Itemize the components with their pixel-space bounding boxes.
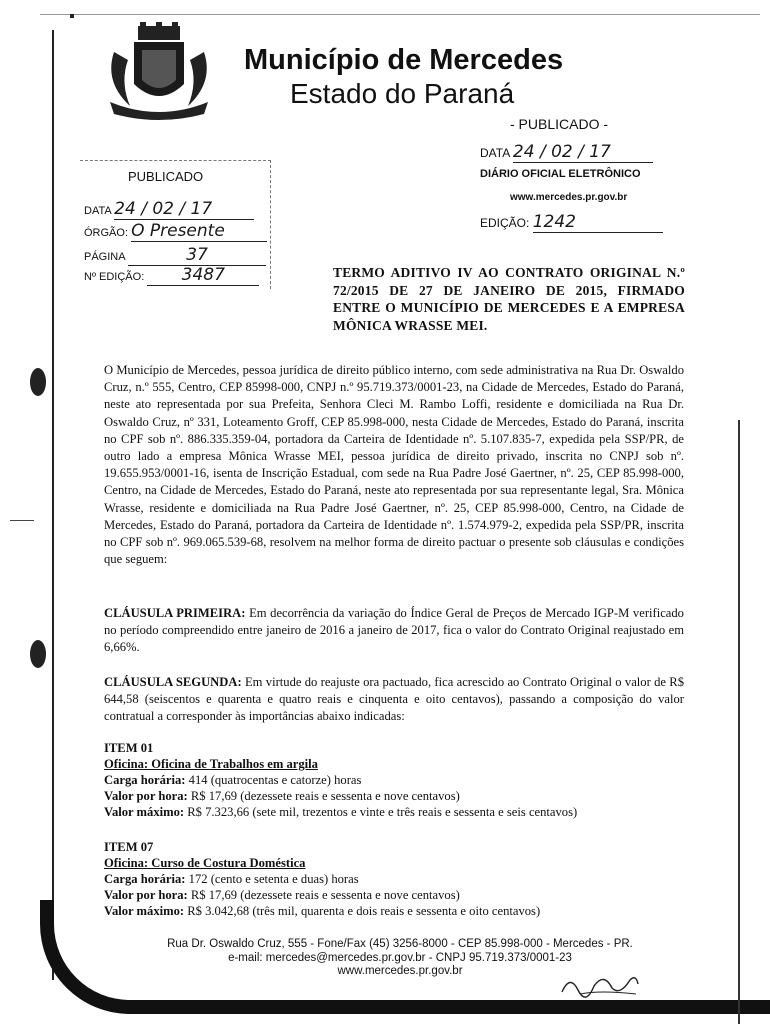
- stamp-published-label: - PUBLICADO -: [510, 116, 609, 132]
- clause-second-text: Em virtude do reajuste ora pactuado, fica acrescido ao Contrato Original o valor de R$ 644,58 (seiscentos e quarenta e quatro reais e cinquenta e oito centavos), passando a composição do valor contratual a corresponder às importâncias abaixo indicadas:: [104, 675, 684, 724]
- stamp-left-pagina-label: PÁGINA: [84, 251, 125, 263]
- clause-first-text: Em decorrência da variação do Índice Geral de Preços de Mercado IGP-M verificado no período compreendido entre janeiro de 2016 a janeiro de 2017, fica o valor do Contrato Original reajustado em 6,66%.: [104, 606, 684, 655]
- item-carga: 172 (cento e setenta e duas) horas: [188, 872, 359, 886]
- item-carga-label: Carga horária:: [104, 773, 186, 787]
- footer-contact: e-mail: mercedes@mercedes.pr.gov.br - CNPJ 95.719.373/0001-23: [228, 951, 572, 964]
- stamp-edicao-value: 1242: [533, 212, 663, 233]
- item-carga: 414 (quatrocentas e catorze) horas: [188, 773, 362, 787]
- stamp-diario-label: DIÁRIO OFICIAL ELETRÔNICO: [480, 168, 641, 180]
- stamp-left-pagina-value: 37: [128, 245, 266, 266]
- stamp-date-label: DATA: [480, 146, 510, 160]
- scan-edge-top: [40, 14, 760, 15]
- clause-first-label: CLÁUSULA PRIMEIRA:: [104, 606, 246, 620]
- stamp-edicao-label: EDIÇÃO:: [480, 216, 530, 230]
- stamp-date-value: 24 / 02 / 17: [513, 142, 653, 163]
- stamp-left-edicao-label: Nº EDIÇÃO:: [84, 271, 145, 283]
- signature-icon: [560, 970, 640, 1000]
- document-title: TERMO ADITIVO IV AO CONTRATO ORIGINAL N.º 72/2015 DE 27 DE JANEIRO DE 2015, FIRMADO ENTRE O MUNICÍPIO DE MERCEDES E A EMPRESA MÔNICA WRASSE MEI.: [333, 265, 685, 333]
- coat-of-arms-icon: [100, 22, 218, 122]
- punch-hole-upper: [30, 368, 46, 396]
- punch-hole-lower: [30, 640, 46, 668]
- stamp-left-edicao-value: 3487: [147, 265, 259, 286]
- scan-mark: [10, 520, 34, 521]
- page-left-border: [52, 30, 54, 980]
- stamp-left-date-label: DATA: [84, 205, 112, 217]
- item-valor-max-label: Valor máximo:: [104, 904, 185, 918]
- header-title: Município de Mercedes: [244, 44, 564, 76]
- item-valor-hora: R$ 17,69 (dezessete reais e sessenta e nove centavos): [190, 789, 460, 803]
- item-valor-max: R$ 3.042,68 (três mil, quarenta e dois reais e sessenta e oito centavos): [187, 904, 541, 918]
- item-title: ITEM 01: [104, 741, 154, 755]
- item-valor-max-label: Valor máximo:: [104, 805, 185, 819]
- intro-paragraph: O Município de Mercedes, pessoa jurídica de direito público interno, com sede administrativa na Rua Dr. Oswaldo Cruz, n.º 555, Centro, CEP 85998-000, CNPJ n.º 95.719.373/0001-23, na Cidade de Mercedes, Estado do Paraná, neste ato representada por sua Prefeita, Senhora Cleci M. Rambo Loffi, residente e domiciliada na Rua Dr. Oswaldo Cruz, nº 331, Loteamento Groff, CEP 85.998-000, nesta Cidade de Mercedes, Estado do Paraná, inscrita no CPF sob nº. 886.335.359-04, portadora da Carteira de Identidade nº. 5.107.835-7, expedida pela SSP/PR, de outro lado a empresa Mônica Wrasse MEI, pessoa jurídica de direito privado, inscrita no CNPJ sob nº. 19.655.953/0001-16, isenta de Inscrição Estadual, com sede na Rua Padre José Gaertner, nº. 25, CEP 85.998-000, Centro, na Cidade de Mercedes, Estado do Paraná, neste ato representada por sua representante legal, Sra. Mônica Wrasse, residente e domiciliada na Rua Padre José Gaertner, nº. 25, CEP 85.998-000, Centro, na Cidade de Mercedes, Estado do Paraná, portadora da Carteira de Identidade nº. 1.574.979-2, expedida pela SSP/PR, inscrita no CPF sob nº. 969.065.539-68, resolvem na melhor forma de direito pactuar o presente sob cláusulas e condições que seguem:: [104, 363, 684, 567]
- clause-second: [104, 674, 684, 726]
- header-subtitle: Estado do Paraná: [290, 78, 515, 109]
- scan-dot: [70, 14, 74, 18]
- item-oficina: Oficina: Oficina de Trabalhos em argila: [104, 757, 318, 771]
- item-valor-hora-label: Valor por hora:: [104, 888, 188, 902]
- footer-address: Rua Dr. Oswaldo Cruz, 555 - Fone/Fax (45) 3256-8000 - CEP 85.998-000 - Mercedes - PR.: [167, 938, 633, 950]
- stamp-site: www.mercedes.pr.gov.br: [510, 192, 628, 203]
- item-carga-label: Carga horária:: [104, 872, 186, 886]
- item-valor-hora-label: Valor por hora:: [104, 789, 188, 803]
- stamp-left-orgao-value: O Presente: [131, 221, 267, 242]
- stamp-left-date-value: 24 / 02 / 17: [114, 199, 254, 220]
- stamp-left-orgao-label: ÓRGÃO:: [84, 227, 129, 239]
- page-right-edge: [738, 420, 740, 1024]
- clause-second-label: CLÁUSULA SEGUNDA:: [104, 675, 242, 689]
- footer-site: www.mercedes.pr.gov.br: [337, 965, 463, 977]
- item-oficina: Oficina: Curso de Costura Doméstica: [104, 856, 306, 870]
- publication-stamp-left: [80, 160, 271, 289]
- item-block: [104, 740, 704, 820]
- stamp-left-title: PUBLICADO: [128, 169, 204, 184]
- item-block: [104, 839, 704, 919]
- item-valor-hora: R$ 17,69 (dezessete reais e sessenta e nove centavos): [190, 888, 460, 902]
- item-title: ITEM 07: [104, 840, 154, 854]
- clause-first: [104, 605, 684, 657]
- item-valor-max: R$ 7.323,66 (sete mil, trezentos e vinte e três reais e sessenta e seis centavos): [187, 805, 578, 819]
